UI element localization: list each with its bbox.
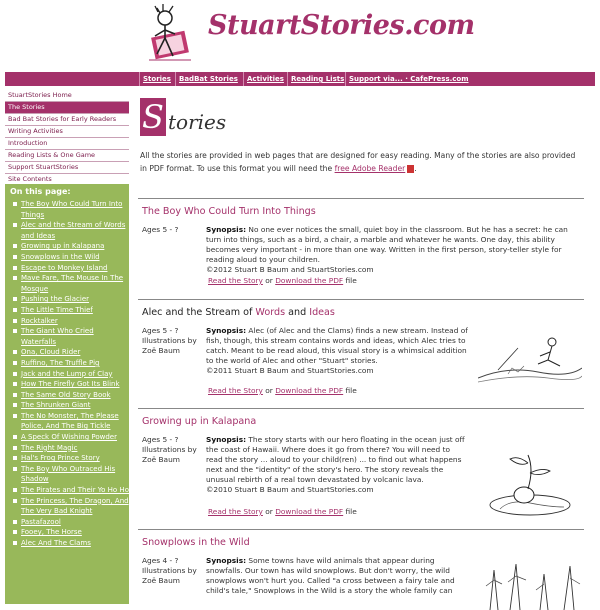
toc-item[interactable]: The Princess, The Dragon, And The Very Bad Knight xyxy=(13,496,129,517)
story-synopsis: Synopsis: Some towns have wild animals that appear during snowfalls. Our town has wild snowplows. But don't worry, the wild snowplows won't hurt you. Called "a cross between a fairy tale and child's tale," Snowplows in the Wild is a story the whole family can xyxy=(206,556,455,595)
toc-item[interactable]: The Boy Who Could Turn Into Things xyxy=(13,199,129,220)
story-age: Ages 5 - ? xyxy=(142,225,179,234)
nav-badbat-stories[interactable]: BadBat Stories xyxy=(175,72,241,86)
adobe-reader-link[interactable]: free Adobe Reader xyxy=(334,163,406,173)
toc-item[interactable]: Rocktalker xyxy=(13,316,129,327)
sidebar-link-site-contents[interactable]: Site Contents xyxy=(5,174,129,186)
download-pdf-link[interactable]: Download the PDF xyxy=(275,507,344,516)
story-title[interactable]: Alec and the Stream of Words and Ideas xyxy=(142,307,335,318)
page-title-initial: S xyxy=(140,98,166,136)
top-navigation xyxy=(5,72,595,86)
story-synopsis: Synopsis: The story starts with our hero floating in the ocean just off the coast of Hawaii. Where does it go from there? You will need to read the story ... aloud to your child(ren) ... to find out what happens next and the "identity" of the story's hero. The story reveals the unusual rebirth of a real town devastated by volcanic lava. ©2010 Stuart B Baum and StuartStories.com xyxy=(206,435,468,495)
download-pdf-link[interactable]: Download the PDF xyxy=(275,276,344,285)
story-copyright: ©2012 Stuart B Baum and StuartStories.com xyxy=(206,265,374,274)
toc-item[interactable]: Alec And The Clams xyxy=(13,538,129,549)
story-copyright: ©2010 Stuart B Baum and StuartStories.com xyxy=(206,485,374,494)
story-title[interactable]: Growing up in Kalapana xyxy=(142,416,257,427)
toc-item[interactable]: Fooey, The Horse xyxy=(13,527,129,538)
story-synopsis: Synopsis: No one ever notices the small, quiet boy in the classroom. But he has a secret: he can turn into things, such as a bird, a chair, a marble and whatever he wants. One day, this ability becomes very important - in more than one way. Written in the first person, story-teller style for reading aloud to your children. ©2012 Stuart B Baum and StuartStories.com xyxy=(206,225,582,275)
page-title xyxy=(138,96,338,140)
read-story-link[interactable]: Read the Story xyxy=(208,276,263,285)
stream-illustration-icon xyxy=(478,328,582,384)
toc-item[interactable]: Pastafazool xyxy=(13,517,129,528)
toc-item[interactable]: The No Monster, The Please Police, And The Big Tickle xyxy=(13,411,129,432)
story-copyright: ©2011 Stuart B Baum and StuartStories.com xyxy=(206,366,374,375)
story-age: Ages 5 - ? Illustrations by Zoë Baum xyxy=(142,435,208,465)
sidebar-link-bad-bat[interactable]: Bad Bat Stories for Early Readers xyxy=(5,114,129,126)
sidebar-link-reading-lists[interactable]: Reading Lists & One Game xyxy=(5,150,129,162)
story-entry xyxy=(138,408,584,533)
toc-item[interactable]: The Giant Who Cried Waterfalls xyxy=(13,326,129,347)
site-header xyxy=(0,0,600,70)
toc-item[interactable]: Pushing the Glacier xyxy=(13,294,129,305)
nav-stories[interactable]: Stories xyxy=(139,72,174,86)
story-entry xyxy=(138,299,584,408)
read-story-link[interactable]: Read the Story xyxy=(208,507,263,516)
download-pdf-link[interactable]: Download the PDF xyxy=(275,386,344,395)
sidebar-link-the-stories[interactable]: The Stories xyxy=(5,102,129,114)
story-title[interactable]: The Boy Who Could Turn Into Things xyxy=(142,206,316,217)
story-links: Read the Story or Download the PDF file xyxy=(208,276,357,285)
story-entry xyxy=(138,198,584,303)
sidebar-link-home[interactable]: StuartStories Home xyxy=(5,90,129,102)
page-title-rest: tories xyxy=(168,110,227,134)
intro-paragraph: All the stories are provided in web pages that are designed for easy reading. Many of the stories are also provided in PDF format. To use this format you will need the free Adobe Reader . xyxy=(140,151,576,173)
toc-item[interactable]: Ona, Cloud Rider xyxy=(13,347,129,358)
toc-item[interactable]: The Pirates and Their Yo Ho Ho xyxy=(13,485,129,496)
toc-item[interactable]: Escape to Monkey Island xyxy=(13,263,129,274)
story-links: Read the Story or Download the PDF file xyxy=(208,386,357,395)
story-links: Read the Story or Download the PDF file xyxy=(208,507,357,516)
reading-figure-logo-icon[interactable] xyxy=(135,4,203,66)
toc-item[interactable]: Growing up in Kalapana xyxy=(13,241,129,252)
toc-item[interactable]: The Same Old Story Book xyxy=(13,390,129,401)
nav-reading-lists[interactable]: Reading Lists xyxy=(287,72,347,86)
toc-item[interactable]: Alec and the Stream of Words and Ideas xyxy=(13,220,129,241)
story-age: Ages 4 - ? Illustrations by Zoë Baum xyxy=(142,556,208,586)
toc-item[interactable]: The Right Magic xyxy=(13,443,129,454)
on-this-page-title: On this page: xyxy=(10,187,71,196)
nav-support-cafepress[interactable]: Support via... · CafePress.com xyxy=(345,72,472,86)
toc-item[interactable]: The Boy Who Outraced His Shadow xyxy=(13,464,129,485)
toc-item[interactable]: How The Firefly Got Its Blink xyxy=(13,379,129,390)
sprout-illustration-icon xyxy=(480,449,580,523)
toc-item[interactable]: Mave Fare, The Mouse In The Mosque xyxy=(13,273,129,294)
sidebar-link-introduction[interactable]: Introduction xyxy=(5,138,129,150)
toc-item[interactable]: A Speck Of Wishing Powder xyxy=(13,432,129,443)
story-illustrator: Illustrations by Zoë Baum xyxy=(142,336,197,355)
toc-item[interactable]: Hal's Frog Prince Story xyxy=(13,453,129,464)
sidebar-link-support[interactable]: Support StuartStories xyxy=(5,162,129,174)
read-story-link[interactable]: Read the Story xyxy=(208,386,263,395)
story-illustrator: Illustrations by Zoë Baum xyxy=(142,445,197,464)
story-age: Ages 5 - ? Illustrations by Zoë Baum xyxy=(142,326,208,356)
sidebar xyxy=(5,90,129,600)
toc-item[interactable]: Jack and the Lump of Clay xyxy=(13,369,129,380)
nav-activities[interactable]: Activities xyxy=(243,72,287,86)
on-this-page-panel xyxy=(5,184,129,604)
site-logo-text[interactable]: StuartStories.com xyxy=(208,10,475,41)
story-entry xyxy=(138,529,584,610)
toc-item[interactable]: The Little Time Thief xyxy=(13,305,129,316)
toc-item[interactable]: Snowplows in the Wild xyxy=(13,252,129,263)
on-this-page-list xyxy=(5,199,129,549)
story-illustrator: Illustrations by Zoë Baum xyxy=(142,566,197,585)
story-synopsis: Synopsis: Alec (of Alec and the Clams) finds a new stream. Instead of fish, though, this stream contains words and ideas, which Alec tries to catch. Meant to be read aloud, this visual story is a whimsical addition to the world of Alec and other "Stuart" stories. ©2011 Stuart B Baum and StuartStories.com xyxy=(206,326,468,375)
forest-illustration-icon xyxy=(480,560,584,610)
sidebar-link-writing-activities[interactable]: Writing Activities xyxy=(5,126,129,138)
toc-item[interactable]: Ruffino, The Truffle Pig xyxy=(13,358,129,369)
toc-item[interactable]: The Shrunken Giant xyxy=(13,400,129,411)
story-title[interactable]: Snowplows in the Wild xyxy=(142,537,250,548)
